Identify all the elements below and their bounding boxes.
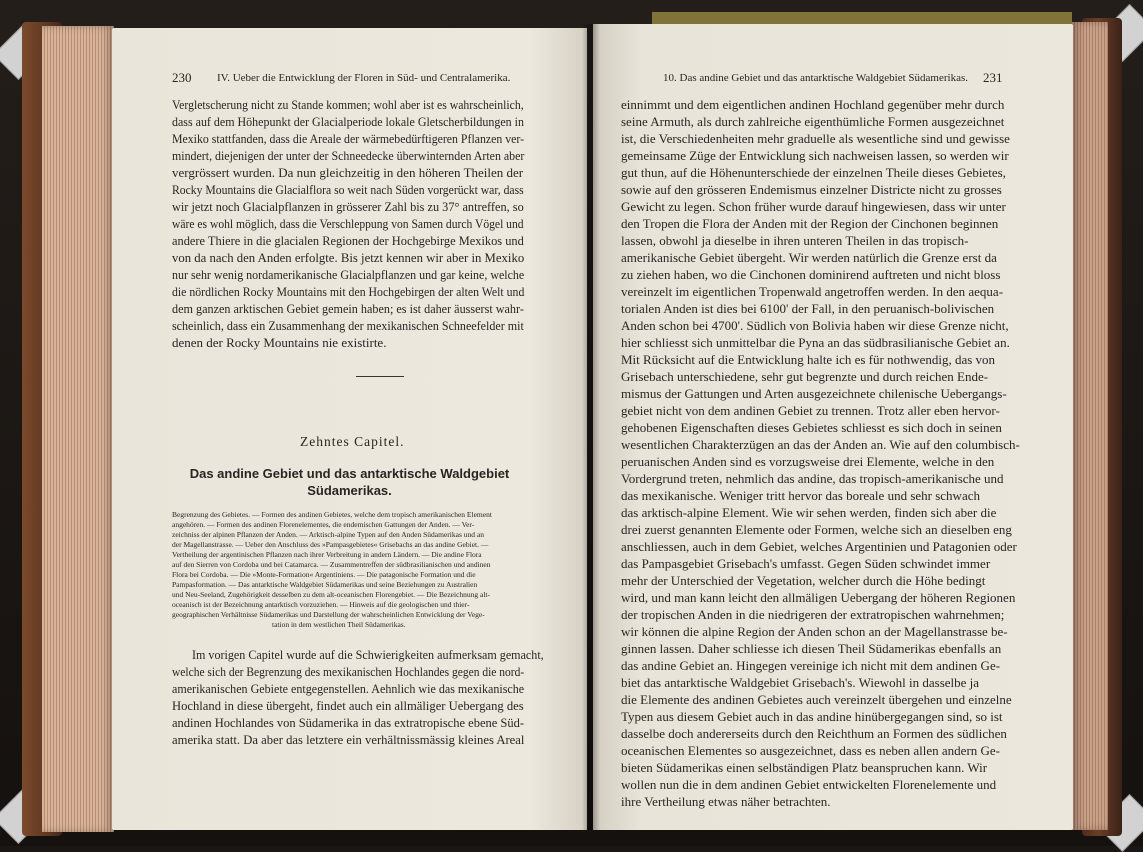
text-line: andere Thiere in die glacialen Regionen der Hochgebirge Mexikos und	[172, 233, 524, 248]
summary-line: oceanisch ist der Bezeichnung antarktisch vorzuziehen. — Hinweis auf die geologischen und thier-	[172, 600, 470, 609]
text-line: gebiet nicht von dem andinen Gebiet zu trennen. Trotz aller eben hervor-	[621, 403, 1000, 418]
text-line: das arktisch-alpine Element. Wie wir sehen werden, finden sich aber die	[621, 505, 997, 520]
text-line: hier schliesst sich unmittelbar die Pyna an das südbrasilianische Gebiet an.	[621, 335, 1010, 350]
text-line: lassen, obwohl ja dieselbe in ihren unteren Theilen in das tropisch-	[621, 233, 969, 248]
text-line: seine Armuth, als durch zahlreiche eigenthümliche Formen ausgezeichnet	[621, 114, 1005, 129]
summary-line: angehören. — Formen des andinen Florenelementes, die endemischen Gattungen der Anden. — Ver-	[172, 520, 475, 529]
chapter-title-line2: Südamerikas.	[307, 483, 392, 498]
text-line: den Tropen die Flora der Anden mit der Region der Cinchonen beginnen	[621, 216, 999, 231]
text-line: amerika statt. Da aber das letztere ein verhältnissmässig kleines Areal	[172, 732, 525, 747]
text-line: die Elemente des andinen Gebietes auch vereinzelt übergehen und einzelne	[621, 692, 1012, 707]
text-line: Typen aus diesem Gebiet auch in das andine hinübergegangen sind, so ist	[621, 709, 1003, 724]
text-line: von da nach den Anden erfolgte. Bis jetzt kennen wir aber in Mexiko	[172, 250, 525, 265]
text-line: das Pampasgebiet Grisebach's umfasst. Gegen Süden schwindet immer	[621, 556, 991, 571]
text-line: einnimmt und dem eigentlichen andinen Hochland gegenüber mehr durch	[621, 97, 1005, 112]
text-line: dasselbe doch andererseits durch den Reichthum an Formen des südlichen	[621, 726, 1007, 741]
text-line: Anden schon bei 4700'. Südlich von Bolivia haben wir diese Grenze nicht,	[621, 318, 1009, 333]
text-line: wir jetzt noch Glacialpflanzen in grösserer Zahl bis zu 37° antreffen, so	[172, 199, 524, 214]
text-line: oceanischen Elementes so ausgezeichnet, dass es neben allen andern Ge-	[621, 743, 1001, 758]
text-line: andinen Hochlandes von Südamerika in das extratropische ebene Süd-	[172, 715, 525, 730]
text-line: Mexiko stattfanden, dass die Areale der wärmebedürftigeren Pflanzen ver-	[172, 131, 525, 146]
text-line: torialen Anden ist dies bei 6100' der Fall, in den peruanisch-bolivischen	[621, 301, 995, 316]
text-line: das mexikanische. Weniger tritt hervor das boreale und sehr schwach	[621, 488, 980, 503]
text-line: ginnen lassen. Daher schliesse ich diesen Theil Südamerikas ebenfalls an	[621, 641, 1002, 656]
text-line: die nördlichen Rocky Mountains mit den Hochgebirgen der alten Welt und	[172, 284, 525, 299]
summary-line: der Magellanstrasse. — Ueber den Anschluss des »Pampasgebietes« Grisebachs an das andine Gebiet. —	[172, 540, 489, 549]
text-line: amerikanischen Gebiete entgegenstellen. Aehnlich wie das mexikanische	[172, 681, 525, 696]
page-edges-right	[1072, 22, 1108, 830]
text-line: mehr der Unterschied der Vegetation, welcher durch die Höhe bedingt	[621, 573, 986, 588]
left-running-head: IV. Ueber die Entwicklung der Floren in Süd- und Centralamerika.	[217, 72, 511, 84]
section-divider	[356, 376, 404, 377]
text-line: wollen nun die in dem andinen Gebiet entwickelten Florenelemente und	[621, 777, 997, 792]
chapter-title-line1: Das andine Gebiet und das antarktische Waldgebiet	[189, 466, 510, 481]
right-running-head: 10. Das andine Gebiet und das antarktische Waldgebiet Südamerikas.	[663, 72, 968, 84]
text-line: mismus der Gattungen und Arten ausgezeichnete chilenische Uebergangs-	[621, 386, 1007, 401]
text-line: Vergletscherung nicht zu Stande kommen; wohl aber ist es wahrscheinlich,	[172, 97, 524, 112]
text-line: zu ziehen haben, wo die Cinchonen dominirend auftreten und nicht bloss	[621, 267, 1001, 282]
summary-line: Vertheilung der argentinischen Pflanzen nach ihrer Verbreitung in andern Ländern. — Die andine Flora	[172, 550, 482, 559]
right-page	[593, 24, 1073, 830]
text-line: amerikanische Gebiet übergeht. Wir werden natürlich die Grenze erst da	[621, 250, 997, 265]
summary-line: auf den Sierren von Cordoba und bei Catamarca. — Zusammentreffen der südbrasilianischen und andinen	[172, 560, 491, 569]
text-line: Rocky Mountains die Glacialflora so weit nach Süden vorgerückt war, dass	[172, 182, 524, 197]
text-line: dem ganzen arktischen Gebiet gemein haben; es ist daher äusserst wahr-	[172, 301, 524, 316]
text-line: nur sehr wenig nordamerikanische Glacialpflanzen und gar keine, welche	[172, 267, 525, 282]
text-line: wir können die alpine Region der Anden schon an der Magellanstrasse be-	[621, 624, 1008, 639]
text-line: drei zuerst genannten Elemente oder Formen, welche sich an dieselben eng	[621, 522, 1012, 537]
left-page	[112, 28, 587, 830]
text-line: wird, und man kann leicht den allmäligen Uebergang der höheren Regionen	[621, 590, 1016, 605]
text-line: ist, die Verschiedenheiten mehr graduelle als wesentliche sind und gewisse	[621, 131, 1010, 146]
summary-line: Begrenzung des Gebietes. — Formen des andinen Gebietes, welche dem tropisch amerikanischen Element	[172, 510, 492, 519]
text-line: das andine Gebiet an. Hingegen vereinige ich nicht mit dem andinen Ge-	[621, 658, 1001, 673]
text-line: sowie auf den grösseren Endemismus einzelner Districte nicht zu grosses	[621, 182, 1002, 197]
summary-line: geographischen Verhältnisse Südamerikas und Darstellung der wahrscheinlichen Entwicklung der Vege-	[172, 610, 485, 619]
text-line: ihre Vertheilung etwas näher betrachten.	[621, 794, 831, 809]
text-line: Vordergrund treten, nehmlich das andine, das tropisch-amerikanische und	[621, 471, 1004, 486]
summary-line: Flora bei Cordoba. — Die »Monte-Formation« Argentiniens. — Die patagonische Formation und die	[172, 570, 476, 579]
chapter-heading: Zehntes Capitel.	[300, 434, 405, 449]
text-line: wesentlichen Charakterzügen an das der Anden an. Wie auf den columbisch-	[621, 437, 1020, 452]
text-line: scheinlich, dass ein Zusammenhang der mexikanischen Schneefelder mit	[172, 318, 524, 333]
text-line: gehobenen Eigenschaften dieses Gebietes schliesst es sich doch in seinen	[621, 420, 1002, 435]
text-line: Mit Rücksicht auf die Entwicklung halte ich es für nothwendig, das von	[621, 352, 996, 367]
text-line: Gewicht zu legen. Schon früher wurde darauf hingewiesen, dass wir unter	[621, 199, 1006, 214]
text-line: gemeinsame Züge der Entwicklung sich nachweisen lassen, so werden wir	[621, 148, 1009, 163]
text-line: mindert, diejenigen der unter der Schneedecke überwinternden Arten aber	[172, 148, 525, 163]
text-line: bieten Südamerikas einen selbständigen Platz beanspruchen kann. Wir	[621, 760, 988, 775]
summary-line: und Neu-Seeland, Zugehörigkeit desselben zu dem alt-oceanischen Florengebiet. — Die Bezeichnung alt-	[172, 590, 491, 599]
text-line: welche sich der Begrenzung des mexikanischen Hochlandes gegen die nord-	[172, 664, 525, 679]
text-line: biet das antarktische Waldgebiet Grisebach's. Wiewohl in dasselbe ja	[621, 675, 980, 690]
summary-line: Pampasformation. — Das antarktische Waldgebiet Südamerikas und seine Beziehungen zu Australien	[172, 580, 478, 589]
text-line: Grisebach unterschiedene, sehr gut begrenzte und durch reichen Ende-	[621, 369, 989, 384]
left-page-number: 230	[172, 70, 192, 85]
text-line: Im vorigen Capitel wurde auf die Schwierigkeiten aufmerksam gemacht,	[192, 647, 544, 662]
text-line: vereinzelt im eigentlichen Tropenwald angetroffen werden. In den aequa-	[621, 284, 1004, 299]
text-line: Hochland in diese übergeht, findet auch ein allmäliger Uebergang des	[172, 698, 524, 713]
right-page-number: 231	[983, 70, 1003, 85]
summary-line: zeichniss der alpinen Pflanzen der Anden. — Arktisch-alpine Typen auf den Anden Südamerikas und an	[172, 530, 484, 539]
text-line: dass auf dem Höhepunkt der Glacialperiode lokale Gletscherbildungen in	[172, 114, 524, 129]
text-line: vergrössert wurden. Da nun gleichzeitig in den höheren Theilen der	[172, 165, 524, 180]
text-line: gut thun, auf die Höhenunterschiede der einzelnen Theile dieses Gebietes,	[621, 165, 1006, 180]
page-edges-left	[42, 26, 114, 832]
text-line: anschliessen, auch in dem Gebiet, welches Argentinien und Patagonien oder	[621, 539, 1017, 554]
text-line: wäre es wohl möglich, dass die Verschleppung von Samen durch Vögel und	[172, 216, 524, 231]
text-line: der tropischen Anden in die niedrigeren der extratropischen wahrnehmen;	[621, 607, 1005, 622]
text-line: denen der Rocky Mountains nie existirte.	[172, 335, 387, 350]
text-line: peruanischen Anden sind es vorzugsweise drei Elemente, welche in den	[621, 454, 995, 469]
book-gutter	[582, 24, 600, 830]
summary-line: tation in dem westlichen Theil Südamerikas.	[272, 620, 406, 629]
